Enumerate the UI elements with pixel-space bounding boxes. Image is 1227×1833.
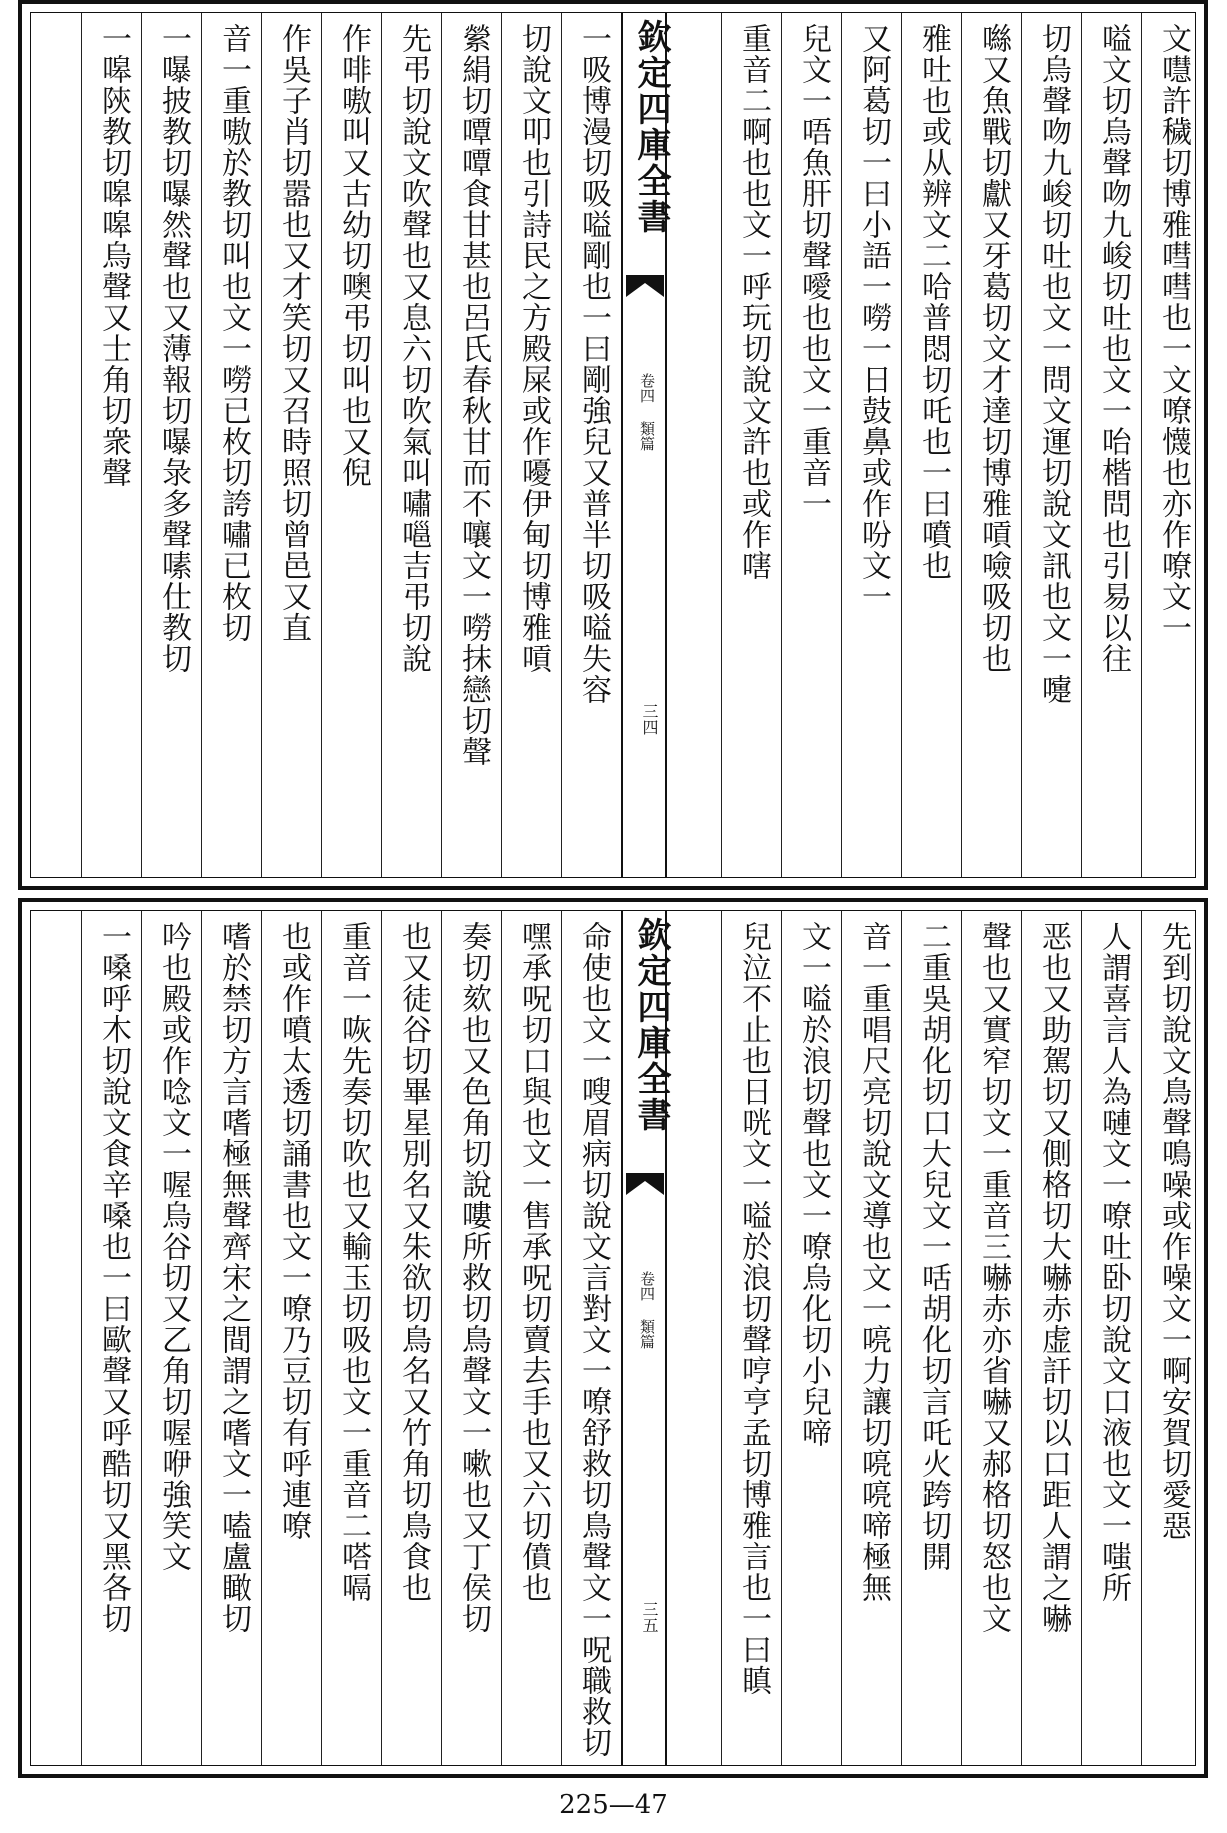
column-text: 兒文一唔魚肝切聲噯也也文一重音一 (796, 23, 831, 519)
text-column (381, 13, 441, 877)
text-column (841, 911, 901, 1765)
column-text: 嗌文切烏聲吻九峻切吐也文一咍楷問也引易以往 (1096, 23, 1131, 674)
text-column (441, 13, 501, 877)
text-column (841, 13, 901, 877)
column-text: 先弔切說文吹聲也又息六切吹氣叫嘯嗈吉弔切說 (396, 23, 431, 674)
text-column (321, 13, 381, 877)
text-column (321, 911, 381, 1765)
text-column (201, 911, 261, 1765)
column-text: 作吳子肖切嚣也又才笑切又召時照切曾邑又直 (276, 23, 311, 643)
page-spine (621, 911, 671, 1765)
column-text: 也又徒谷切畢星別名又朱欲切鳥名又竹角切鳥食也 (396, 921, 431, 1603)
folio-number: 三五 (640, 1601, 659, 1633)
column-text: 一吸博漫切吸嗌剛也一曰剛強兒又普半切吸嗌失容 (576, 23, 611, 705)
folio-number: 三四 (640, 703, 659, 735)
book-title: 欽定四庫全書 (631, 19, 671, 235)
text-column (1141, 13, 1201, 877)
text-column (261, 911, 321, 1765)
bottom-page-frame (30, 910, 1196, 1766)
column-text: 嗜於禁切方言嗜極無聲齊宋之間謂之嗜文一嗑盧瞰切 (216, 921, 251, 1634)
column-text: 切說文叩也引詩民之方殿屎或作嚘伊甸切博雅嗊 (516, 23, 551, 674)
column-text: 聲也又實窄切文一重音三嚇赤亦省嚇又郝格切怒也文 (976, 921, 1011, 1634)
text-column (1141, 911, 1201, 1765)
column-text: 文嚖許穢切博雅嘒嘒也一文嘹懱也亦作嘹文一 (1156, 23, 1191, 643)
page-spine (621, 13, 671, 877)
text-column (381, 911, 441, 1765)
column-text: 音一重唱尺亮切說文導也文一喨力讓切喨喨啼極無 (856, 921, 891, 1603)
text-column (501, 911, 561, 1765)
top-page-frame (30, 12, 1196, 878)
bottom-page-panel (18, 898, 1208, 1778)
column-text: 一嚗披教切嚗然聲也又薄報切嚗彔多聲嗉仕教切 (156, 23, 191, 674)
column-text: 也或作噴太透切誦書也文一嘹乃豆切有呼連嘹 (276, 921, 311, 1541)
text-column (1081, 13, 1141, 877)
column-text: 音一重嗷於教切叫也文一嘮已枚切誇嘯已枚切 (216, 23, 251, 643)
text-column (561, 13, 621, 877)
text-column (501, 13, 561, 877)
text-column (1021, 911, 1081, 1765)
column-text: 一嗓呼木切說文食辛嗓也一曰歐聲又呼酷切又黑各切 (96, 921, 131, 1634)
text-column (961, 13, 1021, 877)
text-column (141, 13, 201, 877)
text-column (141, 911, 201, 1765)
text-column (781, 13, 841, 877)
fish-tail-mark-icon (626, 1173, 664, 1195)
column-text: 奏切欬也又色角切說嘍所救切鳥聲文一嗽也又丁侯切 (456, 921, 491, 1634)
column-text: 文一嗌於浪切聲也文一嘹烏化切小兒啼 (796, 921, 831, 1448)
text-column (81, 911, 141, 1765)
column-text: 切烏聲吻九峻切吐也文一問文運切說文訊也文一嚏 (1036, 23, 1071, 705)
text-column (1081, 911, 1141, 1765)
text-column (1021, 13, 1081, 877)
text-column (901, 13, 961, 877)
column-text: 吟也殿或作唸文一喔烏谷切又乙角切喔咿強笑文 (156, 921, 191, 1572)
text-column (201, 13, 261, 877)
column-text: 一嗥陝教切嗥嗥烏聲又士角切衆聲 (96, 23, 131, 488)
column-text: 重音二啊也也文一呼玩切說文許也或作嗐 (736, 23, 771, 581)
column-text: 作啡嗷叫又古幼切噢弔切叫也又倪 (336, 23, 371, 488)
column-text: 命使也文一嗖眉病切說文言對文一嘹舒救切鳥聲文一呪職救切 (576, 921, 611, 1758)
column-text: 先到切說文鳥聲鳴噪或作噪文一啊安賀切愛惡 (1156, 921, 1191, 1541)
text-column (81, 13, 141, 877)
text-column (781, 911, 841, 1765)
column-text: 人謂喜言人為嗹文一嘹吐卧切說文口液也文一嗤所 (1096, 921, 1131, 1603)
column-text: 又阿葛切一曰小語一嘮一日鼓鼻或作吩文一 (856, 23, 891, 612)
volume-label: 卷四 類篇 (638, 1271, 656, 1349)
text-column (441, 911, 501, 1765)
fish-tail-mark-icon (626, 275, 664, 297)
text-column (261, 13, 321, 877)
text-column (721, 13, 781, 877)
text-column (961, 911, 1021, 1765)
column-text: 重音一咴先奏切吹也又輸玉切吸也文一重音二嗒嗝 (336, 921, 371, 1603)
book-title: 欽定四庫全書 (631, 917, 671, 1133)
column-text: 二重吳胡化切口大兒文一咶胡化切言吒火跨切開 (916, 921, 951, 1572)
column-text: 恶也又助駕切又側格切大嚇赤虚訐切以口距人謂之嚇 (1036, 921, 1071, 1634)
text-column (901, 911, 961, 1765)
text-column (561, 911, 621, 1765)
column-text: 噝又魚戰切獻又牙葛切文才達切博雅嗊噞吸切也 (976, 23, 1011, 674)
page-number-footer: 225—47 (559, 1790, 668, 1820)
top-page-panel (18, 0, 1208, 890)
column-text: 雅吐也或从辨文二哈普悶切吒也一曰噴也 (916, 23, 951, 581)
text-column (721, 911, 781, 1765)
column-text: 縈絹切嘾嘾食甘甚也呂氏春秋甘而不嚷文一嘮抹戀切聲 (456, 23, 491, 767)
column-text: 嘿承呪切口與也文一售承呪切賣去手也又六切僨也 (516, 921, 551, 1603)
column-text: 兒泣不止也日咣文一嗌於浪切聲哼亨孟切博雅言也一曰瞋 (736, 921, 771, 1696)
volume-label: 卷四 類篇 (638, 373, 656, 451)
